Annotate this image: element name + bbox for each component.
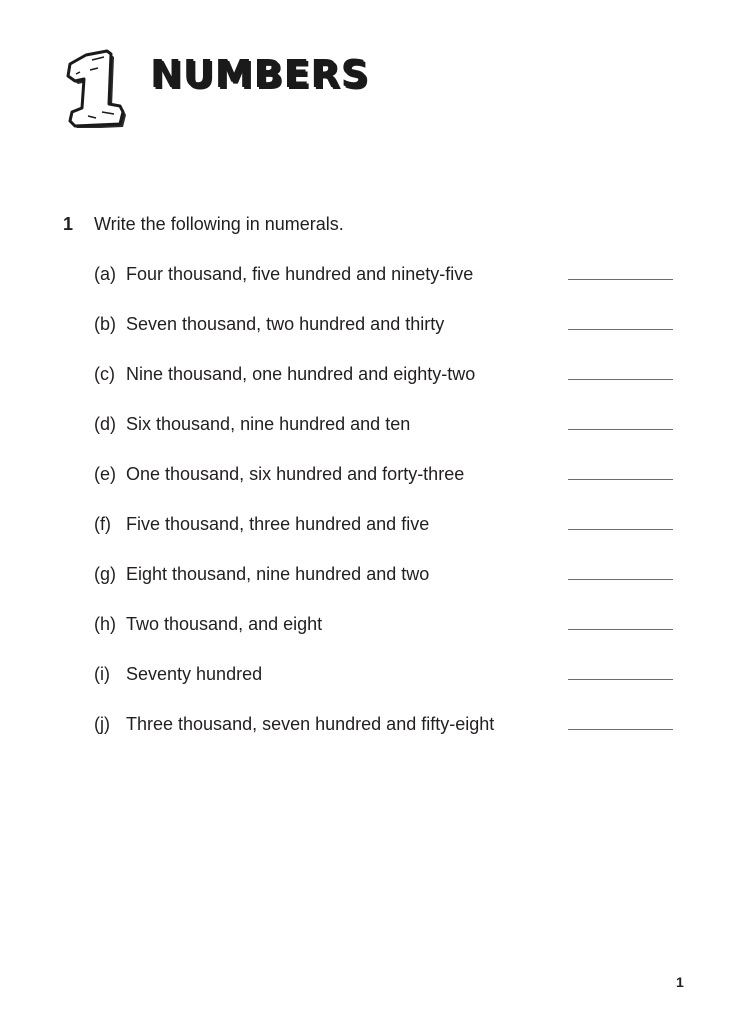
- question-item-g: [94, 562, 674, 612]
- question-1: [63, 212, 683, 734]
- item-text: One thousand, six hundred and forty-three: [126, 464, 465, 484]
- question-item-j: [94, 712, 674, 762]
- answer-line[interactable]: [568, 729, 673, 730]
- item-label: (d): [94, 414, 116, 434]
- item-label: (i): [94, 664, 110, 684]
- chapter-number-graphic: [62, 46, 130, 128]
- chapter-header: [62, 46, 402, 131]
- question-items: [94, 262, 674, 762]
- question-item-c: [94, 362, 674, 412]
- item-label: (h): [94, 614, 116, 634]
- item-text: Two thousand, and eight: [126, 614, 323, 634]
- answer-line[interactable]: [568, 579, 673, 580]
- question-item-a: [94, 262, 674, 312]
- question-item-e: [94, 462, 674, 512]
- item-text: Six thousand, nine hundred and ten: [126, 414, 411, 434]
- answer-line[interactable]: [568, 479, 673, 480]
- question-item-d: [94, 412, 674, 462]
- item-text: Four thousand, five hundred and ninety-five: [126, 264, 474, 284]
- item-text: Seven thousand, two hundred and thirty: [126, 314, 445, 334]
- answer-line[interactable]: [568, 379, 673, 380]
- question-instruction: Write the following in numerals.: [94, 214, 344, 234]
- answer-line[interactable]: [568, 279, 673, 280]
- item-label: (b): [94, 314, 116, 334]
- answer-line[interactable]: [568, 429, 673, 430]
- item-label: (j): [94, 714, 110, 734]
- page-number: 1: [676, 974, 684, 990]
- item-label: (c): [94, 364, 115, 384]
- item-text: Nine thousand, one hundred and eighty-two: [126, 364, 476, 384]
- question-header: [63, 212, 683, 236]
- question-number: 1: [63, 214, 74, 234]
- item-text: Eight thousand, nine hundred and two: [126, 564, 430, 584]
- item-label: (g): [94, 564, 116, 584]
- item-label: (a): [94, 264, 116, 284]
- chapter-title: NUMBERS: [150, 52, 370, 96]
- question-item-b: [94, 312, 674, 362]
- question-item-h: [94, 612, 674, 662]
- item-text: Three thousand, seven hundred and fifty-eight: [126, 714, 495, 734]
- answer-line[interactable]: [568, 329, 673, 330]
- item-text: Five thousand, three hundred and five: [126, 514, 430, 534]
- item-text: Seventy hundred: [126, 664, 263, 684]
- question-item-f: [94, 512, 674, 562]
- answer-line[interactable]: [568, 679, 673, 680]
- question-item-i: [94, 662, 674, 712]
- answer-line[interactable]: [568, 629, 673, 630]
- item-label: (e): [94, 464, 116, 484]
- item-label: (f): [94, 514, 111, 534]
- answer-line[interactable]: [568, 529, 673, 530]
